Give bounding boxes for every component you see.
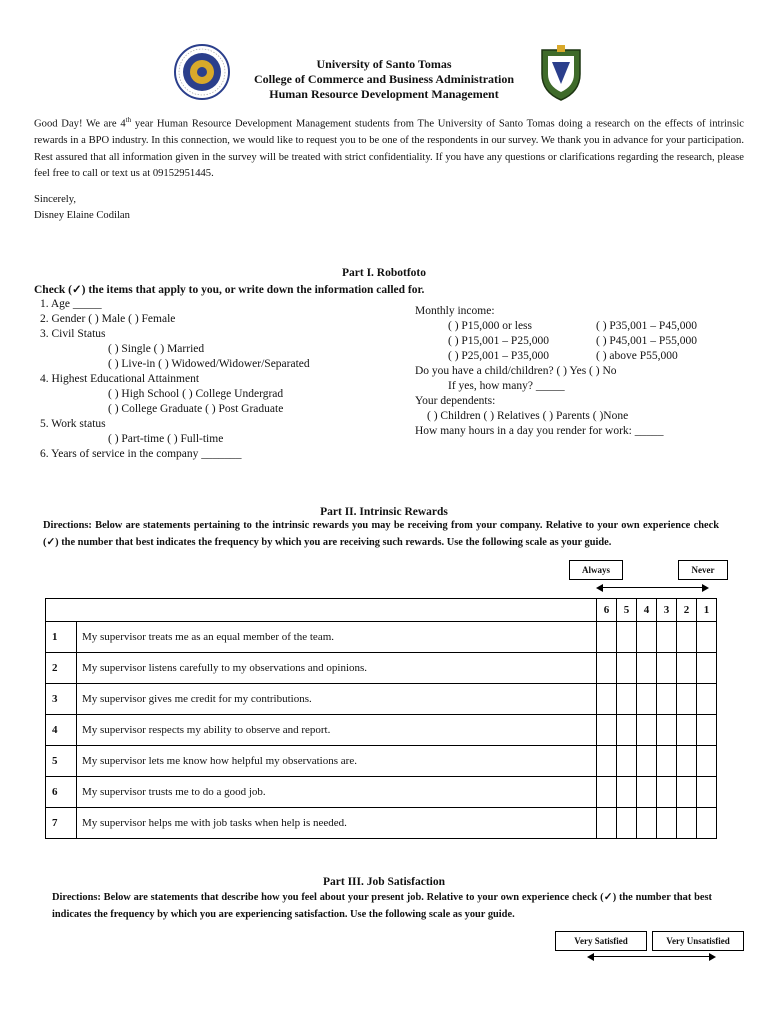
rating-cell-3[interactable] — [657, 777, 677, 808]
age-field[interactable]: 1. Age _____ — [40, 298, 102, 310]
item-statement: My supervisor listens carefully to my observations and opinions. — [77, 653, 597, 684]
gender-field[interactable]: 2. Gender ( ) Male ( ) Female — [40, 313, 176, 325]
item-number: 3 — [46, 684, 77, 715]
satisfaction-scale-arrow — [593, 956, 709, 957]
rating-cell-4[interactable] — [637, 777, 657, 808]
civil-status-options-1[interactable]: ( ) Single ( ) Married — [108, 343, 205, 355]
rating-cell-2[interactable] — [677, 777, 697, 808]
item-number: 4 — [46, 715, 77, 746]
rating-cell-3[interactable] — [657, 715, 677, 746]
rating-cell-6[interactable] — [597, 746, 617, 777]
document-header — [0, 57, 768, 102]
scale-header-3: 3 — [657, 599, 677, 622]
part1-left-column — [40, 297, 310, 462]
item-statement: My supervisor treats me as an equal member of the team. — [77, 622, 597, 653]
rating-cell-4[interactable] — [637, 808, 657, 839]
rating-cell-3[interactable] — [657, 653, 677, 684]
item-statement: My supervisor trusts me to do a good job. — [77, 777, 597, 808]
rating-cell-6[interactable] — [597, 653, 617, 684]
rating-cell-5[interactable] — [617, 715, 637, 746]
rating-cell-6[interactable] — [597, 622, 617, 653]
rating-cell-1[interactable] — [697, 653, 717, 684]
part1-right-column — [415, 304, 697, 439]
item-statement: My supervisor respects my ability to observe and report. — [77, 715, 597, 746]
item-statement: My supervisor gives me credit for my contributions. — [77, 684, 597, 715]
rating-cell-4[interactable] — [637, 746, 657, 777]
rating-cell-2[interactable] — [677, 653, 697, 684]
table-header-row — [46, 599, 717, 622]
intro-superscript: th — [125, 116, 132, 124]
income-option-15000-or-less[interactable]: ( ) P15,000 or less — [448, 320, 533, 332]
scale-header-4: 4 — [637, 599, 657, 622]
income-row-1 — [415, 319, 697, 334]
item-statement: My supervisor lets me know how helpful my observations are. — [77, 746, 597, 777]
rating-cell-5[interactable] — [617, 808, 637, 839]
part2-directions: Directions: Below are statements pertaining to the intrinsic rewards you may be receiving from your company. Relative to your own experience check (✓) the number that best indicates the frequency by which you are receiving such rewards. Use the following scale as your guide. — [43, 520, 719, 548]
table-row — [46, 653, 717, 684]
item-number: 2 — [46, 653, 77, 684]
college-name: College of Commerce and Business Administration — [253, 72, 515, 86]
rating-cell-4[interactable] — [637, 684, 657, 715]
rating-cell-6[interactable] — [597, 808, 617, 839]
children-count-field[interactable]: If yes, how many? _____ — [448, 380, 565, 392]
table-row — [46, 777, 717, 808]
rating-cell-4[interactable] — [637, 622, 657, 653]
department-name: Human Resource Development Management — [269, 87, 499, 101]
rating-cell-3[interactable] — [657, 684, 677, 715]
rating-cell-5[interactable] — [617, 653, 637, 684]
satisfaction-arrow-right-head — [709, 953, 716, 961]
item-number: 1 — [46, 622, 77, 653]
scale-header-6: 6 — [597, 599, 617, 622]
income-option-35001-45000[interactable]: ( ) P35,001 – P45,000 — [596, 320, 697, 332]
scale-very-unsatisfied-box: Very Unsatisfied — [652, 931, 744, 951]
scale-header-5: 5 — [617, 599, 637, 622]
rating-cell-5[interactable] — [617, 622, 637, 653]
letter-signer: Disney Elaine Codilan — [34, 210, 130, 221]
item-number: 5 — [46, 746, 77, 777]
income-option-25001-35000[interactable]: ( ) P25,001 – P35,000 — [448, 350, 549, 362]
work-hours-field[interactable]: How many hours in a day you render for work: _____ — [415, 425, 664, 437]
civil-status-label: 3. Civil Status — [40, 328, 106, 340]
table-row — [46, 622, 717, 653]
item-number: 6 — [46, 777, 77, 808]
dependents-options[interactable]: ( ) Children ( ) Relatives ( ) Parents ( )None — [427, 410, 629, 422]
university-name: University of Santo Tomas — [316, 57, 452, 71]
rating-cell-2[interactable] — [677, 746, 697, 777]
scale-header-1: 1 — [697, 599, 717, 622]
dependents-label: Your dependents: — [415, 395, 496, 407]
work-status-label: 5. Work status — [40, 418, 106, 430]
rating-cell-2[interactable] — [677, 808, 697, 839]
income-row-2 — [415, 334, 697, 349]
rating-cell-5[interactable] — [617, 684, 637, 715]
rating-cell-6[interactable] — [597, 777, 617, 808]
rating-cell-5[interactable] — [617, 746, 637, 777]
rating-cell-1[interactable] — [697, 622, 717, 653]
income-option-above-55000[interactable]: ( ) above P55,000 — [596, 350, 678, 362]
scale-arrow — [602, 587, 702, 588]
scale-never-box: Never — [678, 560, 728, 580]
intro-text-body: year Human Resource Development Management students from The University of Santo Tomas doing a research on the effects of intrinsic rewards in a BPO industry. In this connection, we would like to request you to be one of the respondents in our survey. We thank you in advance for your participation. Rest assured that all information given in the survey will be treated with strict confidentiality. If you have any questions or clarifications regarding the research, please feel free to call or text us at 09152951445. — [34, 118, 744, 180]
rating-cell-4[interactable] — [637, 715, 657, 746]
rating-cell-1[interactable] — [697, 777, 717, 808]
scale-always-box: Always — [569, 560, 623, 580]
part1-instruction: Check (✓) the items that apply to you, or write down the information called for. — [34, 284, 425, 296]
rating-cell-1[interactable] — [697, 715, 717, 746]
part1-title: Part I. Robotfoto — [342, 267, 426, 279]
rating-cell-3[interactable] — [657, 746, 677, 777]
scale-arrow-right-head — [702, 584, 709, 592]
table-row — [46, 715, 717, 746]
years-of-service-field[interactable]: 6. Years of service in the company _______ — [40, 448, 242, 460]
table-row — [46, 746, 717, 777]
monthly-income-label: Monthly income: — [415, 305, 495, 317]
scale-very-satisfied-box: Very Satisfied — [555, 931, 647, 951]
rating-cell-6[interactable] — [597, 715, 617, 746]
rating-cell-2[interactable] — [677, 622, 697, 653]
intro-text-start: Good Day! We are 4 — [34, 118, 126, 130]
income-option-45001-55000[interactable]: ( ) P45,001 – P55,000 — [596, 335, 697, 347]
rating-cell-1[interactable] — [697, 746, 717, 777]
table-row — [46, 684, 717, 715]
letter-closing: Sincerely, — [34, 194, 76, 205]
rating-cell-1[interactable] — [697, 808, 717, 839]
intro-letter — [34, 112, 744, 183]
scale-arrow-left-head — [596, 584, 603, 592]
item-number: 7 — [46, 808, 77, 839]
education-options-2[interactable]: ( ) College Graduate ( ) Post Graduate — [108, 403, 284, 415]
education-label: 4. Highest Educational Attainment — [40, 373, 200, 385]
table-header-blank — [46, 599, 597, 622]
item-statement: My supervisor helps me with job tasks when help is needed. — [77, 808, 597, 839]
civil-status-options-2[interactable]: ( ) Live-in ( ) Widowed/Widower/Separated — [108, 358, 310, 370]
scale-header-2: 2 — [677, 599, 697, 622]
rating-cell-2[interactable] — [677, 715, 697, 746]
satisfaction-arrow-left-head — [587, 953, 594, 961]
intrinsic-rewards-table — [45, 598, 717, 839]
income-row-3 — [415, 349, 697, 364]
children-question[interactable]: Do you have a child/children? ( ) Yes ( ) No — [415, 365, 617, 377]
rating-cell-3[interactable] — [657, 808, 677, 839]
rating-cell-5[interactable] — [617, 777, 637, 808]
rating-cell-1[interactable] — [697, 684, 717, 715]
rating-cell-4[interactable] — [637, 653, 657, 684]
part2-title: Part II. Intrinsic Rewards — [320, 506, 448, 518]
work-status-options[interactable]: ( ) Part-time ( ) Full-time — [108, 433, 224, 445]
rating-cell-3[interactable] — [657, 622, 677, 653]
rating-cell-6[interactable] — [597, 684, 617, 715]
table-row — [46, 808, 717, 839]
part3-directions: Directions: Below are statements that describe how you feel about your present job. Relative to your own experience check (✓) the number that best indicates the frequency by which you are experiencing satisfaction. Use the following scale as your guide. — [52, 892, 712, 920]
part3-title: Part III. Job Satisfaction — [322, 876, 446, 888]
education-options-1[interactable]: ( ) High School ( ) College Undergrad — [108, 388, 284, 400]
income-option-15001-25000[interactable]: ( ) P15,001 – P25,000 — [448, 335, 549, 347]
rating-cell-2[interactable] — [677, 684, 697, 715]
